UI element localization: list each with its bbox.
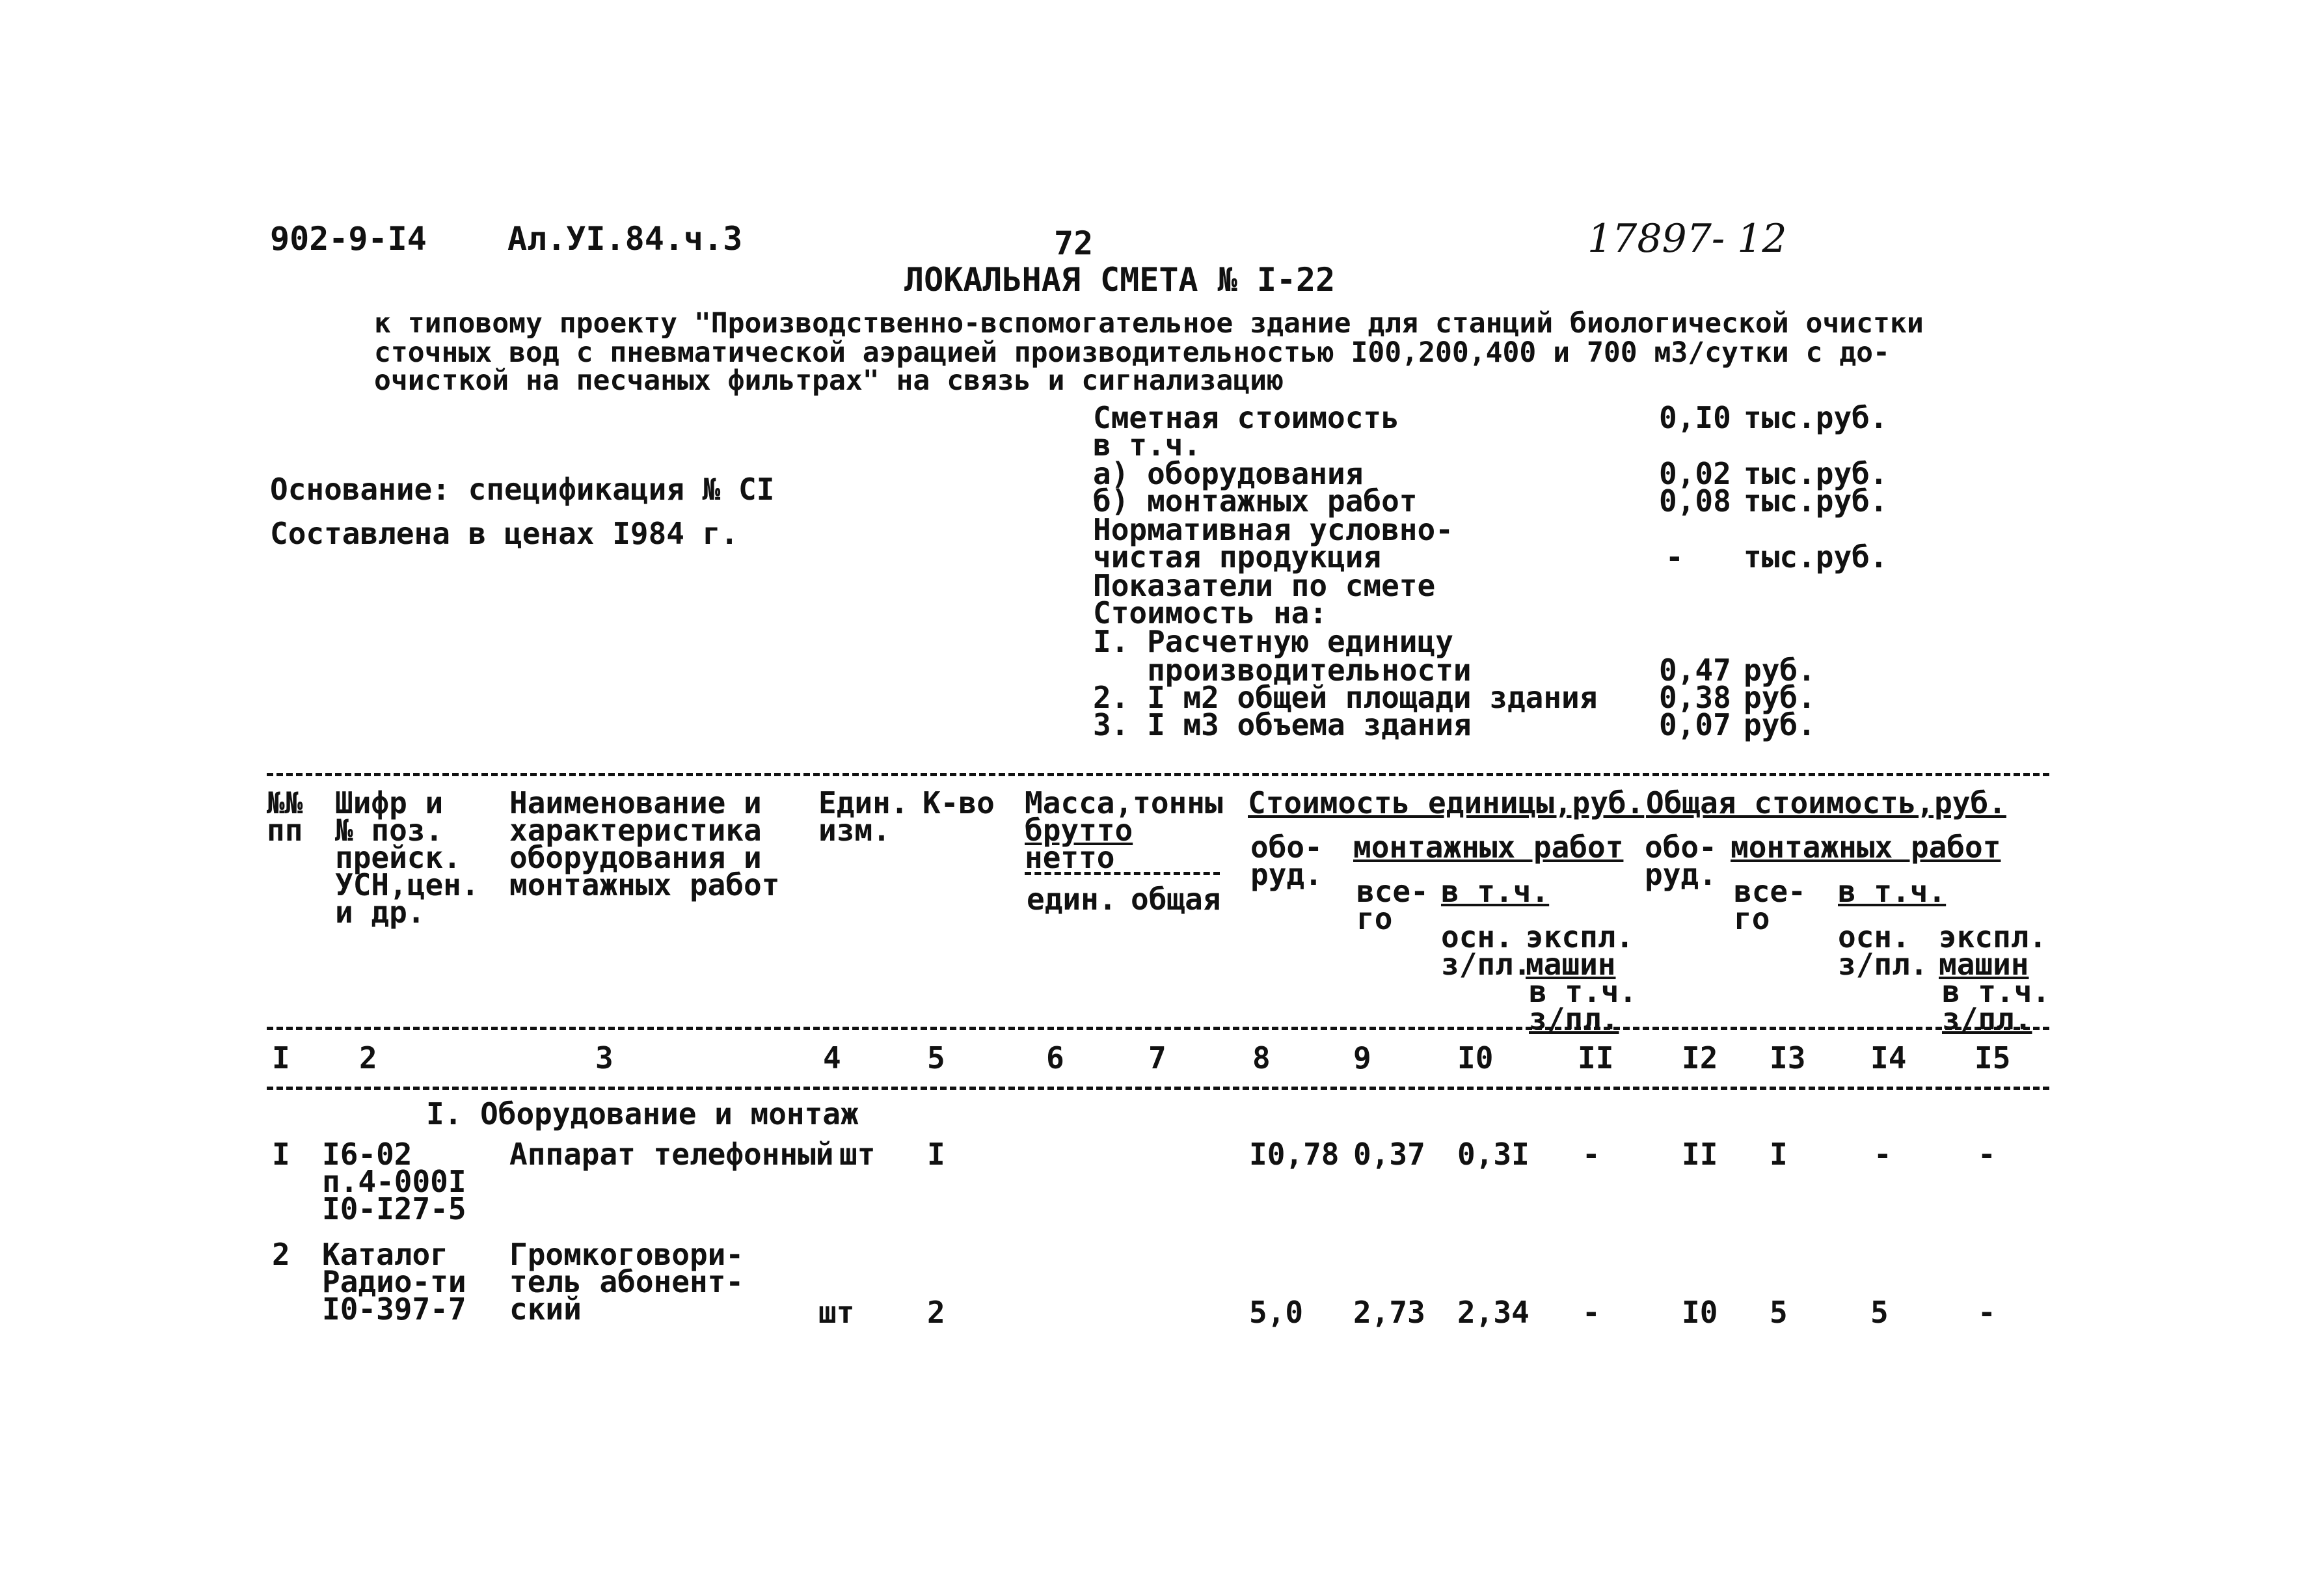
row-code: п.4-000I bbox=[322, 1164, 466, 1199]
row-machines-sum: - bbox=[1978, 1137, 1996, 1172]
subtitle-line-1: к типовому проекту "Производственно-вспомогательное здание для станций биологической очистки bbox=[374, 307, 1924, 340]
header-including: в т.ч. bbox=[1441, 874, 1550, 909]
summary-unit: тыс.руб. bbox=[1744, 539, 1888, 575]
header-quantity: К-во bbox=[923, 785, 995, 820]
column-number: I0 bbox=[1457, 1040, 1494, 1075]
summary-unit: руб. bbox=[1744, 680, 1816, 715]
header-machines-pay-total: в т.ч. bbox=[1942, 974, 2051, 1009]
summary-value: 0,02 bbox=[1659, 456, 1731, 491]
header-base-pay-total: з/пл. bbox=[1838, 947, 1928, 982]
summary-value: 0,I0 bbox=[1659, 400, 1731, 435]
row-equipment-cost: I0,78 bbox=[1249, 1137, 1340, 1172]
row-base-pay-sum: - bbox=[1874, 1137, 1892, 1172]
summary-unit: тыс.руб. bbox=[1744, 400, 1888, 435]
header-name: оборудования и bbox=[509, 840, 762, 875]
summary-unit: тыс.руб. bbox=[1744, 483, 1888, 519]
header-equipment-total: руд. bbox=[1645, 857, 1717, 892]
summary-value: - bbox=[1665, 539, 1684, 575]
summary-label: 3. I м3 объема здания bbox=[1093, 707, 1472, 742]
row-base-pay: 0,3I bbox=[1457, 1137, 1530, 1172]
summary-label: чистая продукция bbox=[1093, 539, 1382, 575]
row-machines-sum: - bbox=[1978, 1295, 1996, 1330]
row-unit: шт bbox=[818, 1295, 855, 1330]
price-base-line: Составлена в ценах I984 г. bbox=[270, 516, 739, 551]
row-unit: шт bbox=[839, 1137, 876, 1172]
row-machines: - bbox=[1582, 1295, 1600, 1330]
summary-value: 0,38 bbox=[1659, 680, 1731, 715]
row-number: 2 bbox=[272, 1237, 290, 1272]
row-base-pay: 2,34 bbox=[1457, 1295, 1530, 1330]
column-number: 2 bbox=[359, 1040, 377, 1075]
header-machines: машин bbox=[1526, 947, 1616, 982]
column-number: I5 bbox=[1975, 1040, 2011, 1075]
header-total-all: го bbox=[1734, 901, 1770, 936]
row-quantity: 2 bbox=[927, 1295, 945, 1330]
summary-value: 0,07 bbox=[1659, 707, 1731, 742]
header-name: монтажных работ bbox=[509, 867, 780, 902]
summary-value: 0,47 bbox=[1659, 653, 1731, 688]
column-number: I2 bbox=[1682, 1040, 1718, 1075]
summary-unit: руб. bbox=[1744, 653, 1816, 688]
header-machines-pay: з/пл. bbox=[1529, 1001, 1619, 1036]
column-number: 6 bbox=[1046, 1040, 1064, 1075]
row-equipment-cost: 5,0 bbox=[1249, 1295, 1304, 1330]
header-mass-total: общая bbox=[1131, 882, 1221, 917]
row-code: Каталог bbox=[322, 1237, 448, 1272]
summary-label: в т.ч. bbox=[1093, 427, 1202, 463]
row-mounting-sum: 5 bbox=[1770, 1295, 1788, 1330]
header-base-pay: осн. bbox=[1441, 919, 1513, 954]
table-header-rule bbox=[267, 1027, 2049, 1030]
column-number: 3 bbox=[595, 1040, 613, 1075]
header-rownum: №№ bbox=[267, 785, 303, 820]
row-code: I0-397-7 bbox=[322, 1292, 466, 1327]
summary-label: Нормативная условно- bbox=[1093, 512, 1453, 547]
header-base-pay: з/пл. bbox=[1441, 947, 1531, 982]
header-code: и др. bbox=[335, 895, 425, 930]
summary-label: Стоимость на: bbox=[1093, 595, 1328, 630]
row-code: I6-02 bbox=[322, 1137, 412, 1172]
header-code: УСН,цен. bbox=[335, 867, 479, 902]
summary-value: 0,08 bbox=[1659, 483, 1731, 519]
row-machines: - bbox=[1582, 1137, 1600, 1172]
summary-label: производительности bbox=[1093, 653, 1472, 688]
header-code: № поз. bbox=[335, 813, 444, 848]
row-base-pay-sum: 5 bbox=[1870, 1295, 1889, 1330]
summary-label: Показатели по смете bbox=[1093, 568, 1436, 603]
header-machines-total: экспл. bbox=[1939, 919, 2047, 954]
header-machines-total: машин bbox=[1939, 947, 2029, 982]
document-number: 17897- 12 bbox=[1587, 216, 1787, 262]
basis-line: Основание: спецификация № CI bbox=[270, 472, 775, 507]
row-mounting-sum: I bbox=[1770, 1137, 1788, 1172]
header-mass-gross: брутто bbox=[1025, 813, 1133, 848]
row-equipment-total: I0 bbox=[1682, 1295, 1718, 1330]
album-number: Ал.УI.84.ч.3 bbox=[507, 220, 743, 258]
summary-label: Сметная стоимость bbox=[1093, 400, 1399, 435]
estimate-title: ЛОКАЛЬНАЯ СМЕТА № I-22 bbox=[904, 261, 1336, 299]
header-code: прейск. bbox=[335, 840, 461, 875]
row-mounting-total: 2,73 bbox=[1353, 1295, 1425, 1330]
header-base-pay-total: осн. bbox=[1838, 919, 1910, 954]
page-number: 72 bbox=[1054, 224, 1094, 262]
summary-label: I. Расчетную единицу bbox=[1093, 624, 1453, 659]
header-including-total: в т.ч. bbox=[1838, 874, 1947, 909]
header-equipment-total: обо- bbox=[1645, 830, 1717, 865]
header-equipment: руд. bbox=[1250, 857, 1323, 892]
section-title: I. Оборудование и монтаж bbox=[426, 1096, 859, 1131]
row-code: I0-I27-5 bbox=[322, 1191, 466, 1226]
row-quantity: I bbox=[927, 1137, 945, 1172]
header-name: характеристика bbox=[509, 813, 762, 848]
summary-label: 2. I м2 общей площади здания bbox=[1093, 680, 1598, 715]
summary-label: а) оборудования bbox=[1093, 456, 1364, 491]
column-number: 4 bbox=[823, 1040, 841, 1075]
summary-unit: руб. bbox=[1744, 707, 1816, 742]
row-mounting-total: 0,37 bbox=[1353, 1137, 1425, 1172]
header-mounting-total: монтажных работ bbox=[1731, 830, 2001, 865]
column-number: I4 bbox=[1870, 1040, 1907, 1075]
subtitle-line-2: сточных вод с пневматической аэрацией производительностью I00,200,400 и 700 м3/сутки с до- bbox=[374, 336, 1890, 369]
header-mass: Масса,тонны bbox=[1025, 785, 1223, 820]
row-name: ский bbox=[509, 1292, 582, 1327]
header-total-cost: Общая стоимость,руб. bbox=[1646, 785, 2006, 820]
header-machines: экспл. bbox=[1526, 919, 1634, 954]
row-name: Аппарат телефонный bbox=[509, 1137, 834, 1172]
row-code: Радио-ти bbox=[322, 1264, 466, 1299]
summary-unit: тыс.руб. bbox=[1744, 456, 1888, 491]
column-number: 8 bbox=[1252, 1040, 1271, 1075]
row-name: Громкоговори- bbox=[509, 1237, 744, 1272]
table-colnum-rule bbox=[267, 1087, 2049, 1090]
column-number: II bbox=[1578, 1040, 1614, 1075]
column-number: 9 bbox=[1353, 1040, 1371, 1075]
header-unit: Един. bbox=[818, 785, 909, 820]
project-code: 902-9-I4 bbox=[270, 220, 427, 258]
table-top-rule bbox=[267, 773, 2049, 776]
column-number: 7 bbox=[1148, 1040, 1166, 1075]
header-rownum: пп bbox=[267, 813, 303, 848]
header-unit: изм. bbox=[818, 813, 891, 848]
subtitle-line-3: очисткой на песчаных фильтрах" на связь и сигнализацию bbox=[374, 364, 1284, 397]
header-total: го bbox=[1356, 901, 1393, 936]
header-mass-net: нетто bbox=[1025, 843, 1220, 875]
row-number: I bbox=[272, 1137, 290, 1172]
header-equipment: обо- bbox=[1250, 830, 1323, 865]
header-name: Наименование и bbox=[509, 785, 762, 820]
column-number: 5 bbox=[927, 1040, 945, 1075]
row-equipment-total: II bbox=[1682, 1137, 1718, 1172]
header-code: Шифр и bbox=[335, 785, 444, 820]
header-machines-pay: в т.ч. bbox=[1529, 974, 1638, 1009]
header-machines-pay-total: з/пл. bbox=[1942, 1001, 2032, 1036]
row-name: тель абонент- bbox=[509, 1264, 744, 1299]
header-mounting: монтажных работ bbox=[1353, 830, 1624, 865]
header-total-all: все- bbox=[1734, 874, 1806, 909]
column-number: I3 bbox=[1770, 1040, 1806, 1075]
header-unit-cost: Стоимость единицы,руб. bbox=[1248, 785, 1645, 820]
summary-label: б) монтажных работ bbox=[1093, 483, 1418, 519]
header-mass-unit: един. bbox=[1027, 882, 1117, 917]
column-number: I bbox=[272, 1040, 290, 1075]
header-total: все- bbox=[1356, 874, 1429, 909]
